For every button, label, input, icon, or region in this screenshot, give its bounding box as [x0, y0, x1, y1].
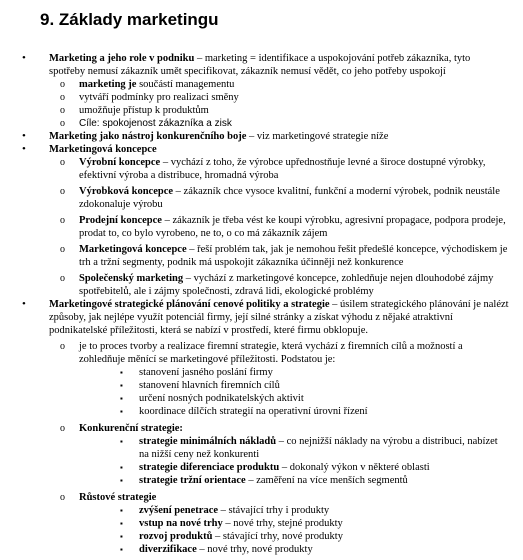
item-text: – vychází z toho, že výrobce upřednostňuje levné a široce dostupné výrobky, efektivní výroba a distribuce, hromadná výroba — [79, 157, 486, 181]
list-item — [0, 156, 523, 182]
list-item — [0, 392, 523, 405]
item-text: – dokonalý výkon v některé oblasti — [279, 462, 430, 473]
bullet-icon: ▪ — [120, 394, 123, 403]
item-heading: Prodejní koncepce — [79, 215, 162, 226]
bullet-icon: ▪ — [120, 407, 123, 416]
item-heading: marketing je — [79, 79, 137, 90]
item-text: – zaměření na více menších segmentů — [245, 475, 408, 486]
item-text: – viz marketingové strategie níže — [246, 131, 389, 142]
item-text: – zákazník chce vysoce kvalitní, funkční a moderní výrobek, podnik neustále zdokonaluje výrobu — [79, 186, 500, 210]
item-text: – úsilem strategického plánování je nalézt způsoby, jak nejlépe využít potenciál firmy, její silné stránky a získat výhodu z nějaké atraktivní podnikatelské příležitosti, která se nabízí v prostředí, které firmu obklopuje. — [49, 299, 509, 336]
list-item — [0, 185, 523, 211]
bullet-icon: o — [60, 341, 65, 352]
item-text: – stávající trhy, nové produkty — [212, 531, 343, 542]
list-item — [0, 530, 523, 543]
item-heading: Růstové strategie — [79, 492, 157, 503]
item-text: – nové trhy, stejné produkty — [222, 518, 343, 529]
item-heading: Výrobní koncepce — [79, 157, 161, 168]
item-heading: Marketing a jeho role v podniku — [49, 53, 195, 64]
bullet-icon: • — [22, 52, 26, 64]
list-item — [0, 130, 523, 143]
item-heading: zvýšení penetrace — [139, 505, 219, 516]
item-text: je to proces tvorby a realizace firemní strategie, která vychází z firemních cílů a možností a zohledňuje měnící se marketingové příležitosti. Podstatou je: — [79, 341, 463, 365]
list-item — [0, 117, 523, 130]
list-item — [0, 379, 523, 392]
bullet-icon: o — [60, 186, 65, 197]
item-text: – co nejnižší náklady na výrobu a distribuci, nabízet na nižší ceny než konkurenti — [139, 436, 498, 460]
list-item — [0, 104, 523, 117]
item-heading: strategie minimálních nákladů — [139, 436, 277, 447]
item-heading: Výrobková koncepce — [79, 186, 174, 197]
bullet-icon: o — [60, 79, 65, 90]
item-text: koordinace dílčích strategií na operativní úrovni řízení — [139, 406, 368, 417]
item-heading: Marketingové strategické plánování cenové politiky a strategie — [49, 299, 330, 310]
item-text: stanovení jasného poslání firmy — [139, 367, 273, 378]
item-text: – nové trhy, nové produkty — [196, 544, 313, 555]
item-heading: strategie diferenciace produktu — [139, 462, 280, 473]
item-text: – vychází z marketingové koncepce, zohledňuje nejen dlouhodobé zájmy spotřebitelů, ale i zájmy společnosti, zdravá lidi, ekologické problémy — [79, 273, 494, 297]
bullet-icon: o — [60, 105, 65, 116]
bullet-icon: o — [60, 273, 65, 284]
list-item — [0, 504, 523, 517]
bullet-icon: • — [22, 298, 26, 310]
bullet-icon: ▪ — [120, 381, 123, 390]
bullet-icon: • — [22, 143, 26, 155]
item-heading: diverzifikace — [139, 544, 197, 555]
list-item — [0, 78, 523, 91]
bullet-icon: ▪ — [120, 368, 123, 377]
item-heading: Marketingová koncepce — [79, 244, 187, 255]
item-text: vytváří podmínky pro realizaci směny — [79, 92, 239, 103]
list-item — [0, 517, 523, 530]
bullet-icon: ▪ — [120, 519, 123, 528]
item-text: – řeší problém tak, jak je nemohou řešit předešlé koncepce, východiskem je trh a tržní segmenty, podnik má uspokojit zákazníka účinněji než konkurence — [79, 244, 508, 268]
item-heading: vstup na nové trhy — [139, 518, 223, 529]
item-heading: Společenský marketing — [79, 273, 184, 284]
list-item — [0, 461, 523, 474]
bullet-icon: ▪ — [120, 437, 123, 446]
document-body — [0, 52, 523, 556]
list-item — [0, 340, 523, 366]
bullet-icon: o — [60, 492, 65, 503]
bullet-icon: o — [60, 423, 65, 434]
bullet-icon: o — [60, 92, 65, 103]
item-text: určení nosných podnikatelských aktivit — [139, 393, 304, 404]
item-heading: Marketingová koncepce — [49, 144, 157, 155]
bullet-icon: o — [60, 215, 65, 226]
list-item — [0, 214, 523, 240]
bullet-icon: ▪ — [120, 532, 123, 541]
bullet-icon: ▪ — [120, 476, 123, 485]
item-heading: strategie tržní orientace — [139, 475, 246, 486]
bullet-icon: ▪ — [120, 463, 123, 472]
list-item — [0, 491, 523, 504]
item-text: stanovení hlavních firemních cílů — [139, 380, 280, 391]
list-item — [0, 422, 523, 435]
list-item — [0, 543, 523, 556]
bullet-icon: o — [60, 244, 65, 255]
list-item — [0, 474, 523, 487]
list-item — [0, 298, 523, 337]
item-text: Cíle: spokojenost zákazníka a zisk — [79, 118, 232, 129]
item-text: – marketing = identifikace a uspokojování potřeb zákazníka, tyto spotřeby nemusí zákazník umět specifikovat, zákazník nemusí vědět, co jeho potřeby uspokojí — [49, 53, 471, 77]
list-item — [0, 405, 523, 418]
item-text: – zákazník je třeba vést ke koupi výrobku, agresivní propagace, podpora prodeje, prodat to, co bylo vyrobeno, ne to, o co má zákazník zájem — [79, 215, 506, 239]
item-text: umožňuje přístup k produktům — [79, 105, 209, 116]
list-item — [0, 243, 523, 269]
bullet-icon: • — [22, 130, 26, 142]
item-heading: Marketing jako nástroj konkurenčního boje — [49, 131, 247, 142]
bullet-icon: o — [60, 157, 65, 168]
item-heading: Konkurenční strategie: — [79, 423, 183, 434]
bullet-icon: ▪ — [120, 506, 123, 515]
bullet-icon: ▪ — [120, 545, 123, 554]
list-item — [0, 91, 523, 104]
list-item — [0, 366, 523, 379]
item-text: součástí managementu — [136, 79, 235, 90]
item-text: – stávající trhy i produkty — [218, 505, 330, 516]
bullet-icon: o — [60, 118, 65, 129]
item-heading: rozvoj produktů — [139, 531, 213, 542]
list-item — [0, 52, 523, 78]
list-item — [0, 143, 523, 156]
list-item — [0, 272, 523, 298]
page-title: 9. Základy marketingu — [40, 10, 219, 29]
list-item — [0, 435, 523, 461]
